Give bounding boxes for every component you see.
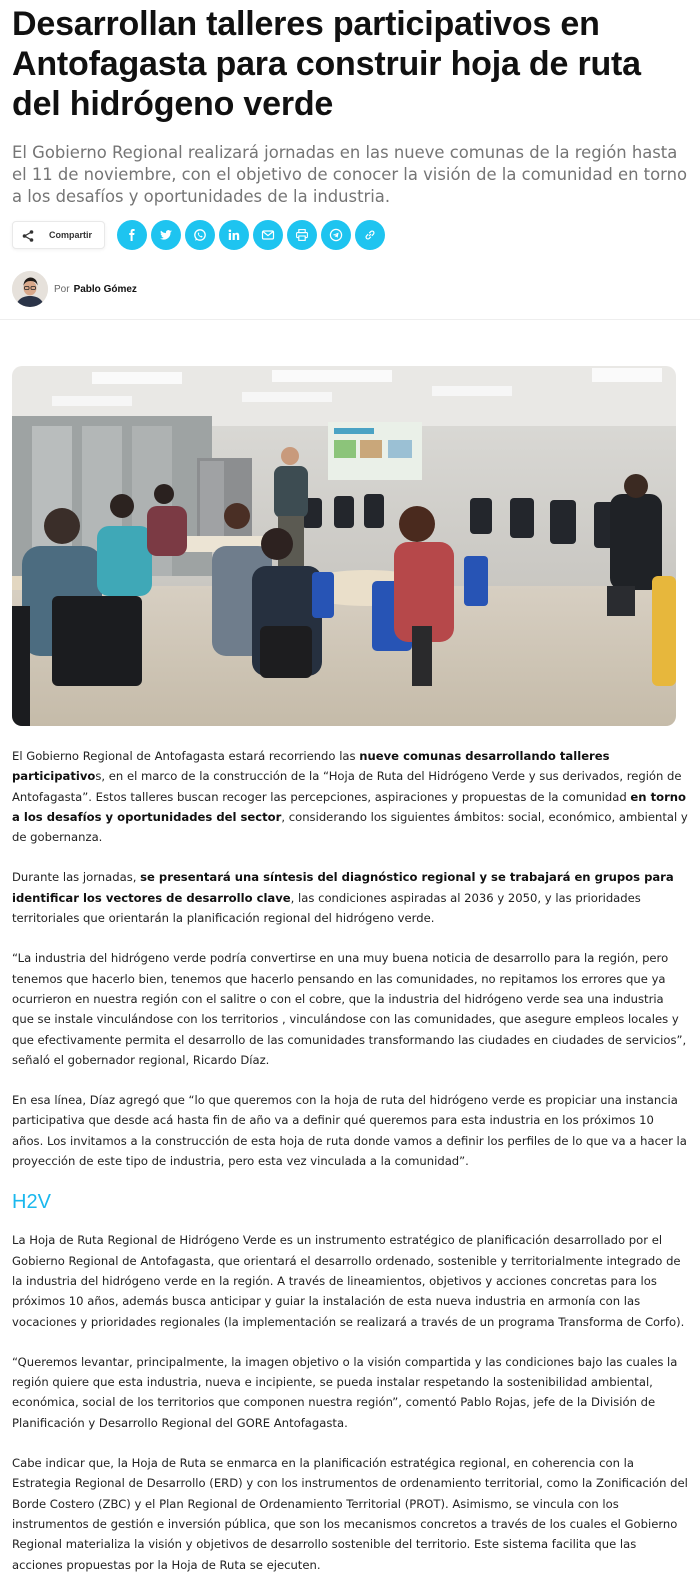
facebook-share-button[interactable]	[117, 220, 147, 250]
header-divider	[0, 319, 700, 320]
paragraph-7: Cabe indicar que, la Hoja de Ruta se enmarca en la planificación estratégica regional, en coherencia con la Estrategia Regional de Desarrollo (ERD) y con los instrumentos de ordenamiento territorial, como la Zonificación del Borde Costero (ZBC) y el Plan Regional de Ordenamiento Territorial (PROT). Asimismo, se vincula con los instrumentos de gestión e inversión pública, que son los mecanismos concretos a través de los cuales el Gobierno Regional materializa la visión y objetivos de desarrollo sostenible del territorio. Este sistema facilita que las acciones propuestas por la Hoja de Ruta se ejecuten.	[12, 1456, 688, 1572]
twitter-icon	[159, 228, 173, 242]
share-bar	[12, 220, 688, 250]
byline-prefix: Por	[54, 283, 70, 295]
text-run: Durante las jornadas,	[12, 870, 141, 885]
text-run: , las condiciones aspiradas al 2036 y 2050, y las prioridades territoriales que orientarán la planificación regional del hidrógeno verde.	[12, 890, 641, 926]
whatsapp-icon	[193, 228, 207, 242]
facebook-icon	[125, 228, 139, 242]
article-title: Desarrollan talleres participativos en Antofagasta para construir hoja de ruta del hidrógeno verde	[12, 5, 641, 123]
section-heading-h2v: H2V	[12, 1191, 51, 1214]
email-icon	[261, 228, 275, 242]
twitter-share-button[interactable]	[151, 220, 181, 250]
linkedin-share-button[interactable]	[219, 220, 249, 250]
paragraph-6: “Queremos levantar, principalmente, la imagen objetivo o la visión compartida y las condiciones bajo las cuales la región quiere que esta industria, nueva e incipiente, se pueda instalar respetando la sostenibilidad ambiental, económica, social de los territorios que componen nuestra región”, comentó Pablo Rojas, jefe de la División de Planificación y Desarrollo Regional del GORE Antofagasta.	[12, 1354, 678, 1430]
article-subtitle: El Gobierno Regional realizará jornadas en las nueve comunas de la región hasta el 11 de noviembre, con el objetivo de conocer la visión de la comunidad en torno a los desafíos y oportunidades de la industria.	[12, 143, 687, 206]
telegram-share-button[interactable]	[321, 220, 351, 250]
whatsapp-share-button[interactable]	[185, 220, 215, 250]
linkedin-icon	[227, 228, 241, 242]
bold-text: nueve comunas desarrollando talleres participativo	[12, 749, 610, 784]
copy-link-button[interactable]	[355, 220, 385, 250]
bold-text: en torno a los desafíos y oportunidades del sector	[12, 789, 687, 824]
share-icon	[21, 228, 35, 242]
paragraph-1	[12, 746, 688, 847]
article-body	[0, 746, 700, 1575]
text-run: s, en el marco de la construcción de la “Hoja de Ruta del Hidrógeno Verde y sus derivados, región de Antofagasta”. Estos talleres buscan recoger las percepciones, aspiraciones y propuestas de la comunidad	[12, 769, 682, 804]
author-avatar[interactable]	[12, 271, 48, 307]
author-byline	[12, 270, 688, 308]
paragraph-2	[12, 867, 688, 928]
text-run: El Gobierno Regional de Antofagasta estará recorriendo las	[12, 749, 360, 763]
bold-text: se presentará una síntesis del diagnóstico regional y se trabajará en grupos para identificar los vectores de desarrollo clave	[12, 870, 674, 905]
article-hero-image	[12, 366, 676, 726]
paragraph-3: “La industria del hidrógeno verde podría convertirse en una muy buena noticia de desarrollo para la región, pero tenemos que hacerlo bien, tenemos que hacerlo pensando en las comunidades, no repitamos los errores que ya ocurrieron en nuestra región con el salitre o con el cobre, que la industria del hidrógeno verde sea una industria que se instale vinculándose con los territorios , vinculándose con las comunidades, que asegure empleos locales y que efectivamente permita el desarrollo de las comunidades transformando las ciudades en ciudades de servicios”, señaló el gobernador regional, Ricardo Díaz.	[12, 951, 687, 1067]
share-label: Compartir	[49, 230, 93, 240]
paragraph-4: En esa línea, Díaz agregó que “lo que queremos con la hoja de ruta del hidrógeno verde es propiciar una instancia participativa que desde acá hasta fin de año va a definir qué queremos para esta industria en los próximos 10 años. Los invitamos a la construcción de esta hoja de ruta donde vamos a definir los perfiles de lo que va a hacer la proyección de este tipo de industria, pero esta vez vinculada a la comunidad”.	[12, 1093, 687, 1169]
email-share-button[interactable]	[253, 220, 283, 250]
paragraph-5: La Hoja de Ruta Regional de Hidrógeno Verde es un instrumento estratégico de planificación desarrollado por el Gobierno Regional de Antofagasta, que orientará el desarrollo ordenado, sostenible y territorialmente integrado de la industria del hidrógeno verde en la región. A través de lineamientos, objetivos y acciones concretas para los próximos 10 años, además busca anticipar y guiar la instalación de esta nueva industria en armonía con las vocaciones y prioridades regionales (la implementación se realizará a través de un programa Transforma de Corfo).	[12, 1233, 685, 1329]
text-run: , considerando los siguientes ámbitos: social, económico, ambiental y de gobernanza.	[12, 809, 688, 845]
print-share-button[interactable]	[287, 220, 317, 250]
telegram-icon	[329, 228, 343, 242]
author-name[interactable]: Pablo Gómez	[73, 283, 137, 295]
link-icon	[363, 228, 377, 242]
print-icon	[295, 228, 309, 242]
share-button[interactable]	[12, 221, 105, 249]
